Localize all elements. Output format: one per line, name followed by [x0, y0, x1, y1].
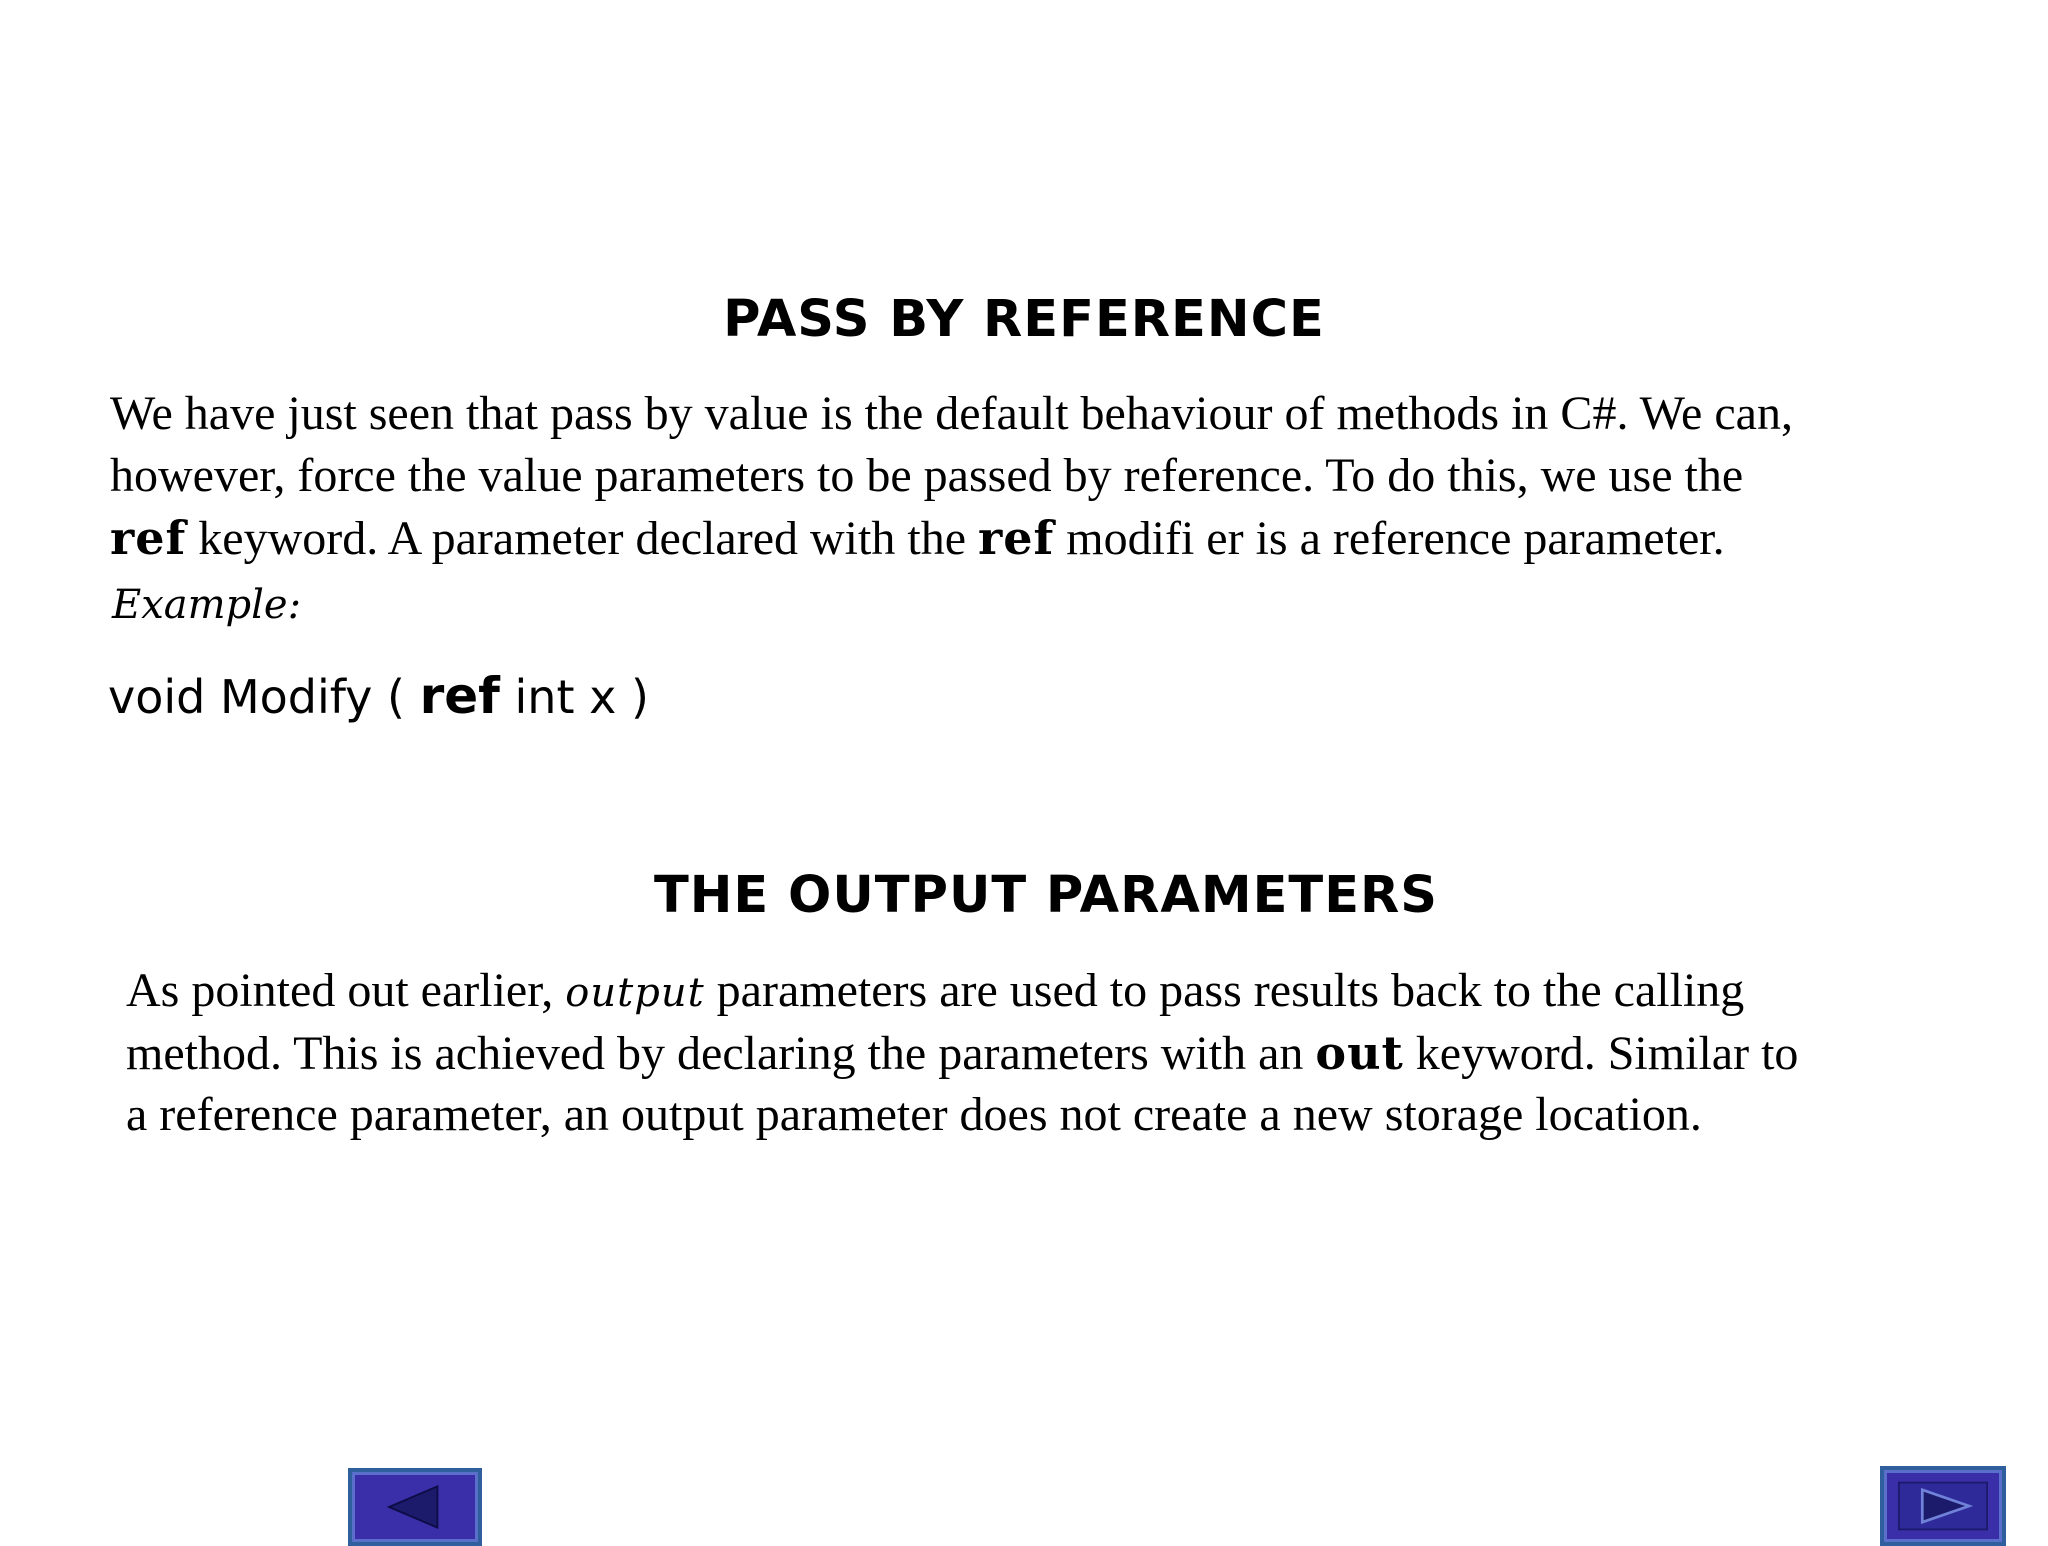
paragraph-line: [110, 445, 1793, 507]
keyword-ref: ref: [978, 511, 1055, 565]
paragraph-pass-by-reference: [110, 383, 1793, 569]
paragraph-line: [126, 1084, 1798, 1146]
text-run: modifi er is a reference parameter.: [1054, 512, 1725, 565]
previous-slide-button[interactable]: [348, 1468, 482, 1546]
text-run: keyword. A parameter declared with the: [186, 512, 978, 565]
text-run: however, force the value parameters to be passed by reference. To do this, we use the: [110, 449, 1744, 502]
heading-pass-by-reference: PASS BY REFERENCE: [723, 290, 1325, 349]
term-output: output: [565, 970, 705, 1016]
heading-output-parameters: THE OUTPUT PARAMETERS: [653, 866, 1439, 925]
text-run: keyword. Similar to: [1403, 1027, 1799, 1080]
keyword-ref: ref: [110, 511, 187, 565]
keyword-out: out: [1315, 1026, 1404, 1080]
paragraph-output-parameters: [126, 960, 1798, 1146]
code-text: int x ): [499, 670, 649, 724]
paragraph-line: [126, 960, 1798, 1022]
triangle-right-icon: [1884, 1470, 2002, 1542]
triangle-left-icon: [352, 1472, 478, 1542]
paragraph-line: [126, 1022, 1798, 1084]
text-run: method. This is achieved by declaring the parameters with an: [126, 1027, 1316, 1080]
code-example: [108, 666, 649, 727]
paragraph-line: [110, 507, 1793, 569]
text-run: As pointed out earlier,: [126, 964, 566, 1017]
example-label: Example:: [112, 582, 302, 628]
paragraph-line: [110, 383, 1793, 445]
next-slide-button[interactable]: [1880, 1466, 2006, 1546]
text-run: parameters are used to pass results back to the calling: [704, 964, 1745, 1017]
code-text: void Modify (: [108, 670, 420, 724]
code-keyword-ref: ref: [419, 667, 500, 725]
text-run: We have just seen that pass by value is the default behaviour of methods in C#. We can,: [110, 387, 1793, 440]
text-run: a reference parameter, an output parameter does not create a new storage location.: [126, 1088, 1702, 1141]
